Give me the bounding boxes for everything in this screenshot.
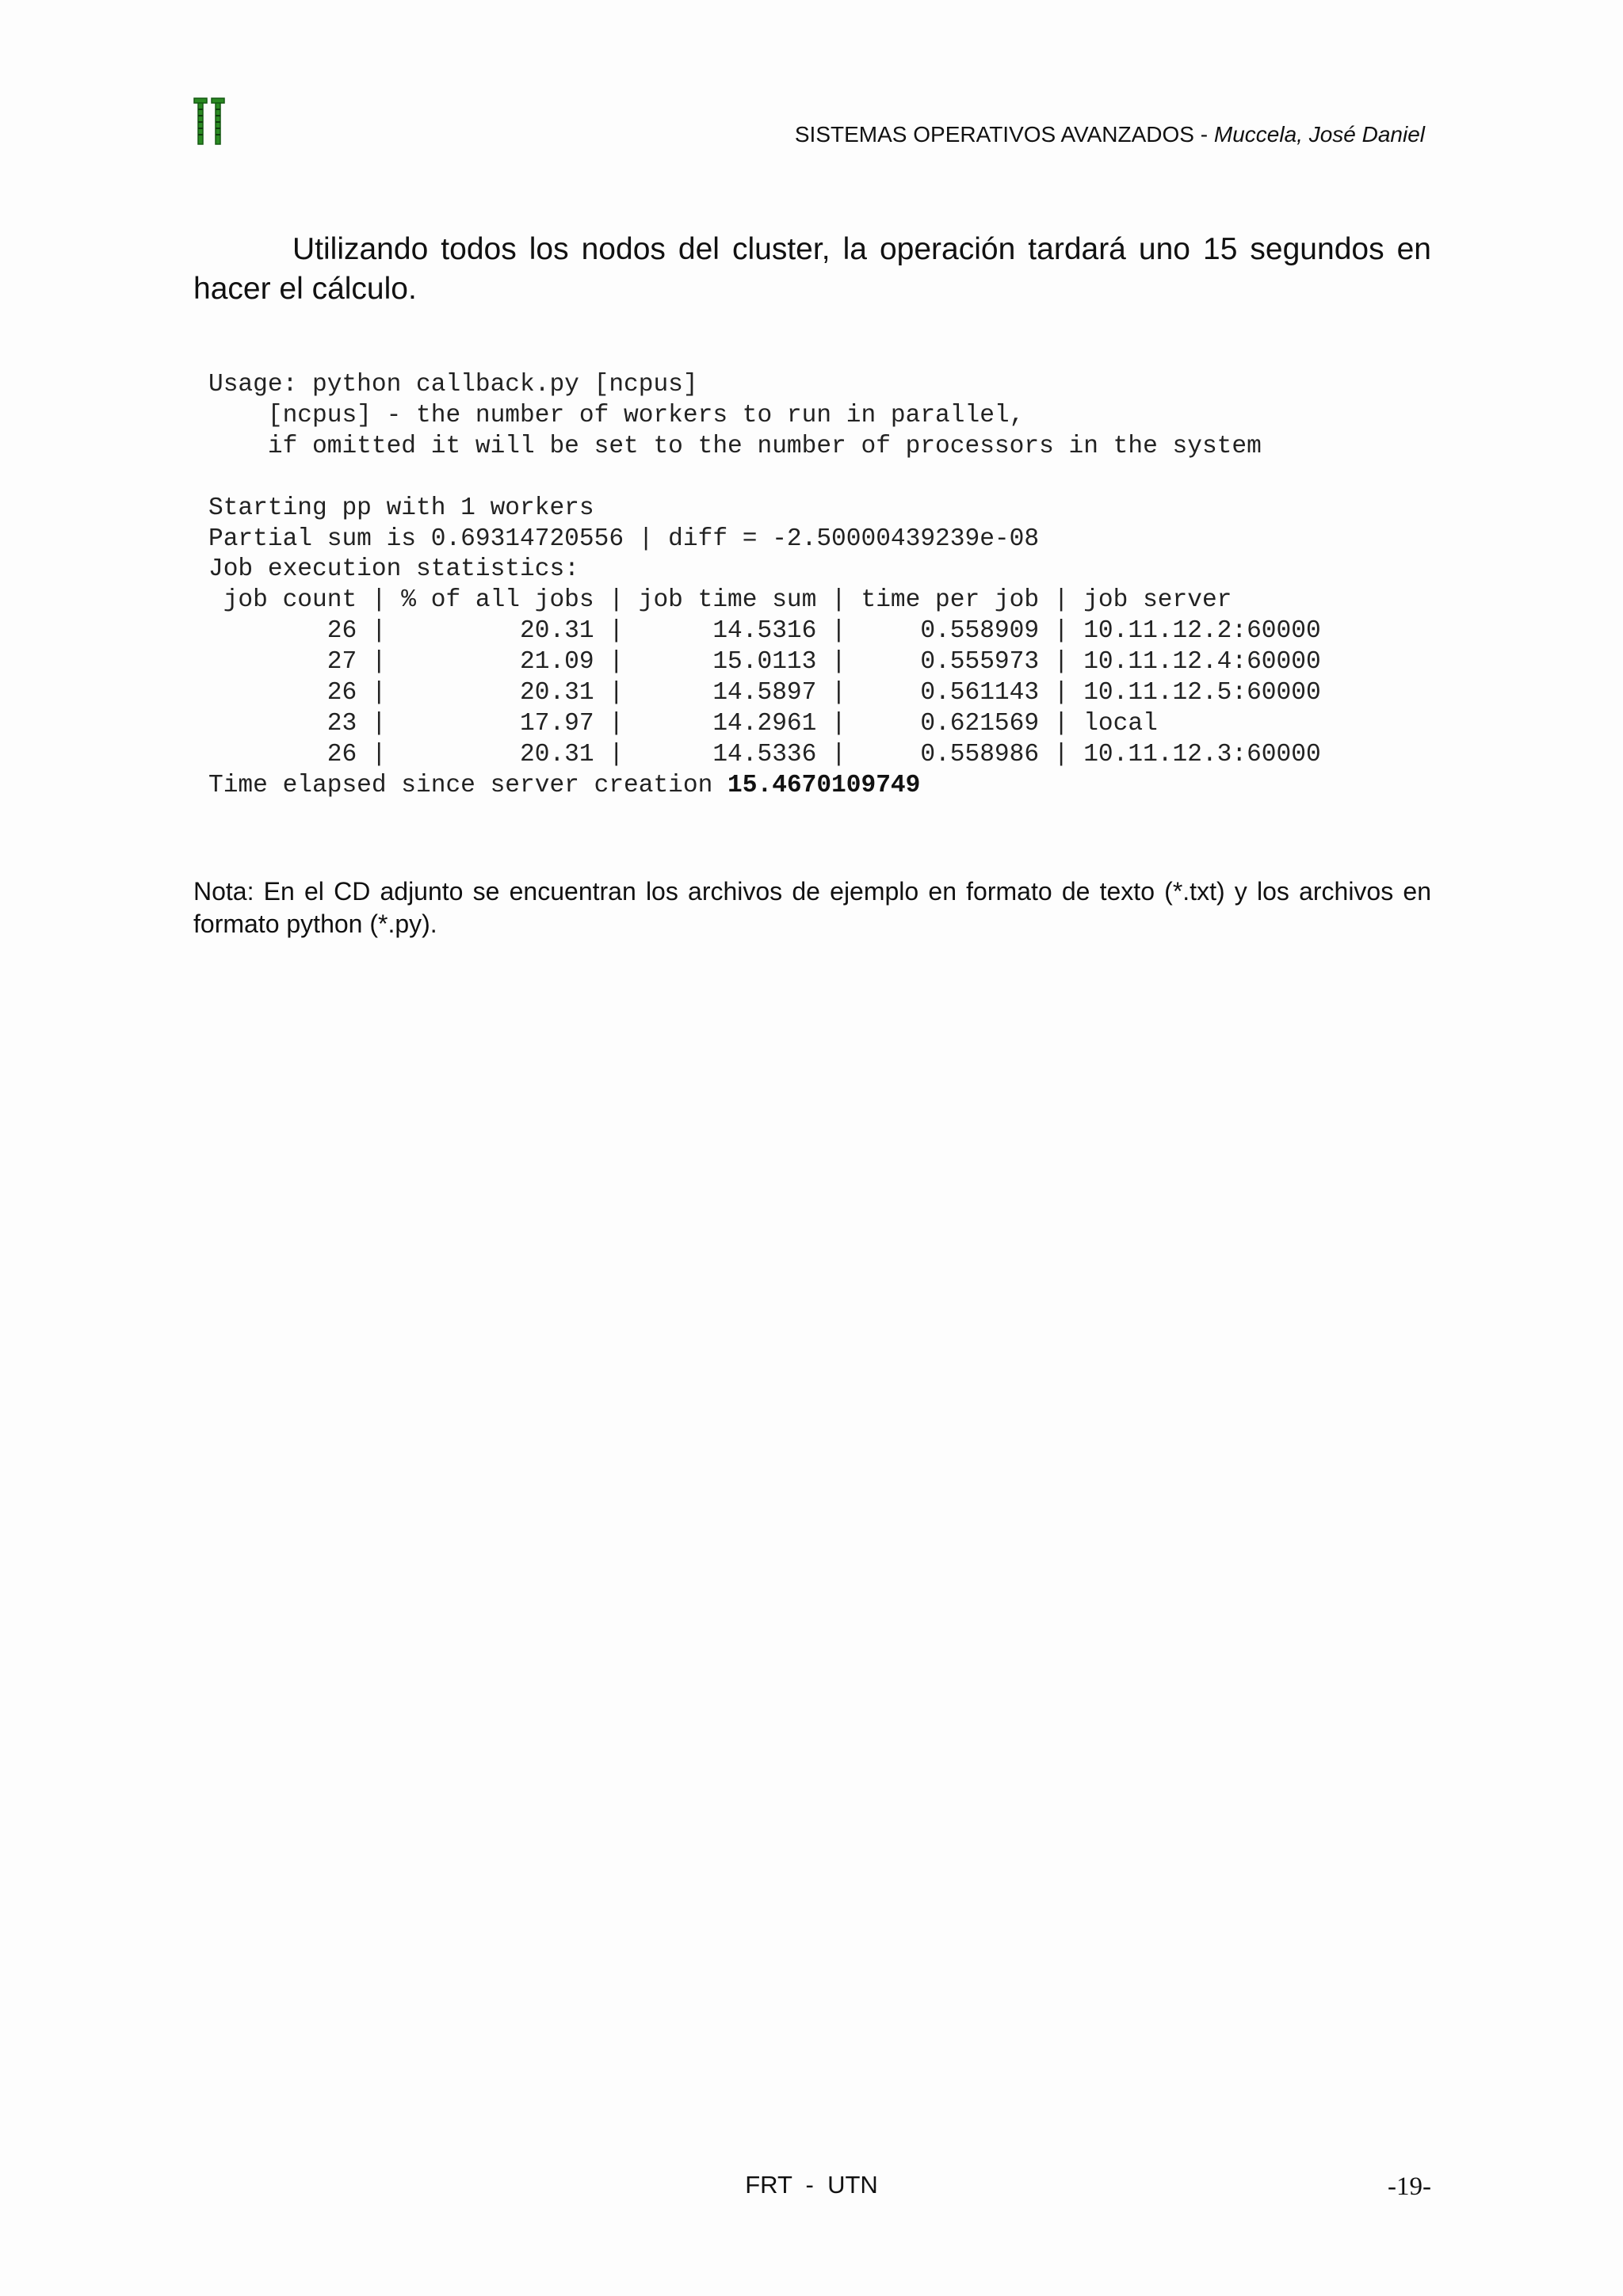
intro-paragraph: Utilizando todos los nodos del cluster, la operación tardará uno 15 segundos en hacer el cálculo.	[193, 232, 1431, 306]
page-number: -19-	[1388, 2172, 1431, 2201]
usage-line: Usage: python callback.py [ncpus]	[208, 371, 698, 399]
author-name: Muccela, José Daniel	[1213, 122, 1425, 147]
elapsed-value: 15.4670109749	[727, 771, 921, 799]
usage-line: [ncpus] - the number of workers to run in parallel,	[208, 401, 1025, 429]
output-line: Partial sum is 0.69314720556 | diff = -2.50000439239e-08	[208, 524, 1040, 553]
stats-table-row: 26 | 20.31 | 14.5316 | 0.558909 | 10.11.12.2:60000	[208, 617, 1321, 646]
note-paragraph: Nota: En el CD adjunto se encuentran los archivos de ejemplo en formato de texto (*.txt) y los archivos en formato python (*.py).	[193, 877, 1431, 938]
elapsed-label: Time elapsed since server creation	[208, 771, 728, 799]
stats-table-row: 26 | 20.31 | 14.5336 | 0.558986 | 10.11.12.3:60000	[208, 740, 1321, 769]
stats-table-row: 26 | 20.31 | 14.5897 | 0.561143 | 10.11.12.5:60000	[208, 679, 1321, 707]
output-line: Starting pp with 1 workers	[208, 494, 594, 522]
stats-table-row: 27 | 21.09 | 15.0113 | 0.555973 | 10.11.12.4:60000	[208, 648, 1321, 677]
usage-line: if omitted it will be set to the number of processors in the system	[208, 432, 1262, 460]
stats-table-header: job count | % of all jobs | job time sum | time per job | job server	[208, 586, 1232, 615]
page-header	[795, 122, 1425, 147]
output-line: Job execution statistics:	[208, 555, 579, 584]
footer-institution: FRT - UTN	[745, 2171, 878, 2199]
program-output	[208, 370, 1321, 802]
header-separator: -	[1193, 122, 1214, 147]
utn-logo-icon	[193, 97, 225, 146]
stats-table-row: 23 | 17.97 | 14.2961 | 0.621569 | local	[208, 709, 1158, 738]
course-title: SISTEMAS OPERATIVOS AVANZADOS	[794, 122, 1194, 147]
